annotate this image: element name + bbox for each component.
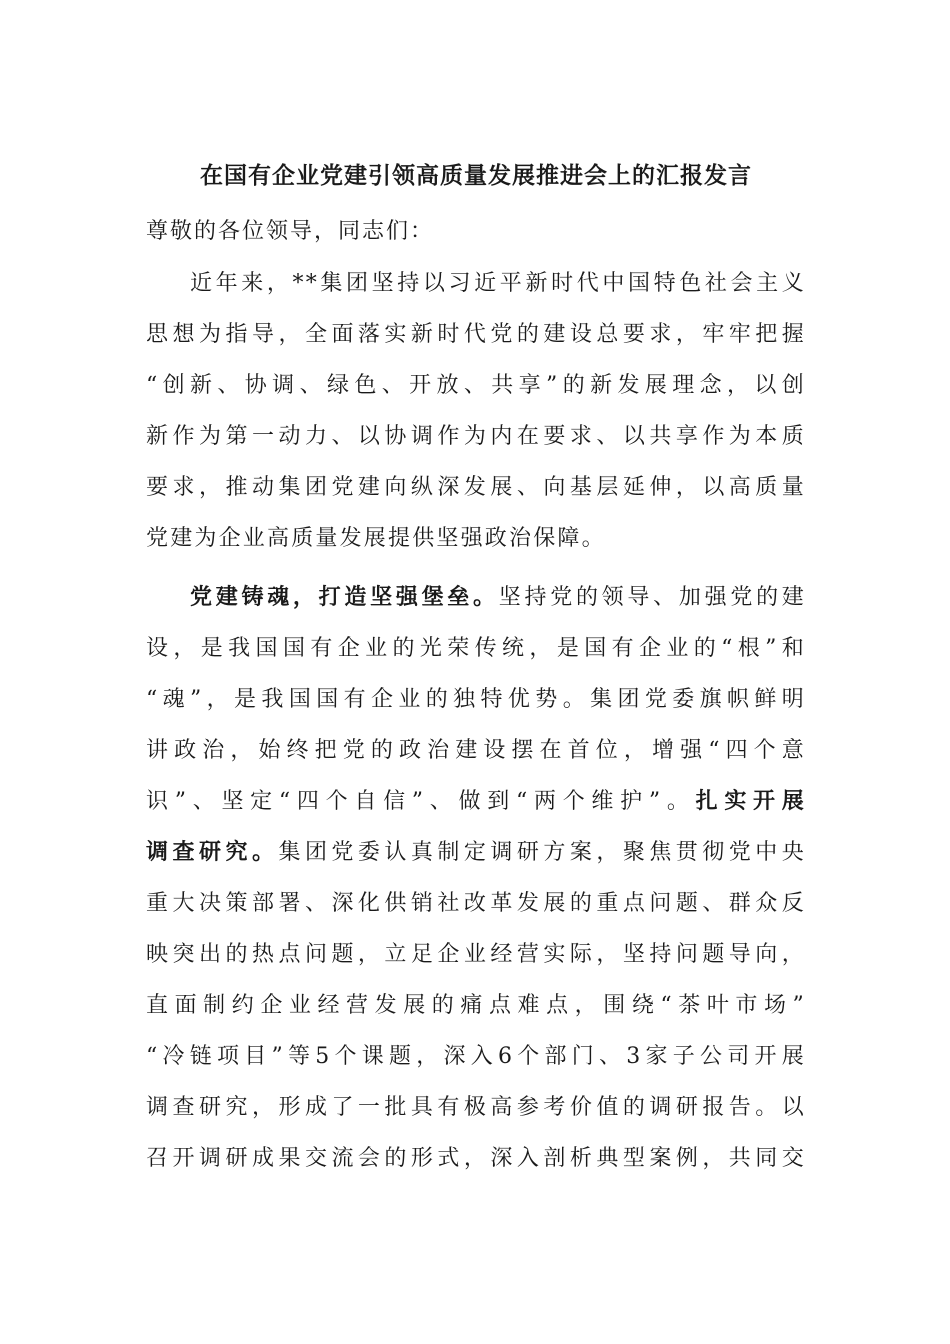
paragraph-line: “创新、协调、绿色、开放、共享”的新发展理念，以创 — [146, 373, 806, 398]
paragraph-text: 集团党委认真制定调研方案，聚焦贯彻党中央 — [278, 840, 806, 865]
paragraph-line: 新作为第一动力、以协调作为内在要求、以共享作为本质 — [146, 424, 806, 449]
salutation: 尊敬的各位领导，同志们： — [146, 219, 435, 244]
paragraph-text: 识”、坚定“四个自信”、做到“两个维护”。 — [146, 789, 696, 814]
paragraph-line: “魂”，是我国国有企业的独特优势。集团党委旗帜鲜明 — [146, 687, 806, 712]
paragraph-line: 近年来，**集团坚持以习近平新时代中国特色社会主义 — [190, 271, 806, 296]
document-title: 在国有企业党建引领高质量发展推进会上的汇报发言 — [200, 162, 752, 189]
paragraph-line: 思想为指导，全面落实新时代党的建设总要求，牢牢把握 — [146, 322, 806, 347]
paragraph-line: 映突出的热点问题，立足企业经营实际，坚持问题导向， — [146, 942, 806, 967]
paragraph-intro — [146, 258, 806, 564]
paragraph-line: 召开调研成果交流会的形式，深入剖析典型案例，共同交 — [146, 1146, 806, 1171]
paragraph-line: 党建为企业高质量发展提供坚强政治保障。 — [146, 526, 606, 551]
document-page — [146, 150, 806, 1184]
subsection-heading-part2: 调查研究。 — [146, 839, 279, 865]
paragraph-line: 直面制约企业经营发展的痛点难点，围绕“茶叶市场” — [146, 993, 806, 1018]
paragraph-line: 重大决策部署、深化供销社改革发展的重点问题、群众反 — [146, 891, 806, 916]
paragraph-line: 讲政治，始终把党的政治建设摆在首位，增强“四个意 — [146, 738, 806, 763]
section-heading: 党建铸魂，打造坚强堡垒。 — [190, 584, 499, 610]
paragraph-gap — [146, 564, 806, 572]
paragraph-line — [146, 827, 806, 878]
subsection-heading-part1: 扎实开展 — [695, 788, 806, 814]
paragraph-line: 设，是我国国有企业的光荣传统，是国有企业的“根”和 — [146, 636, 806, 661]
paragraph-line: 调查研究，形成了一批具有极高参考价值的调研报告。以 — [146, 1095, 806, 1120]
paragraph-line — [146, 572, 806, 623]
paragraph-line: 要求，推动集团党建向纵深发展、向基层延伸，以高质量 — [146, 475, 806, 500]
paragraph-party-building — [146, 572, 806, 1184]
paragraph-line — [146, 776, 806, 827]
paragraph-text: 坚持党的领导、加强党的建 — [498, 585, 806, 610]
paragraph-line: “冷链项目”等5个课题，深入6个部门、3家子公司开展 — [146, 1044, 806, 1069]
